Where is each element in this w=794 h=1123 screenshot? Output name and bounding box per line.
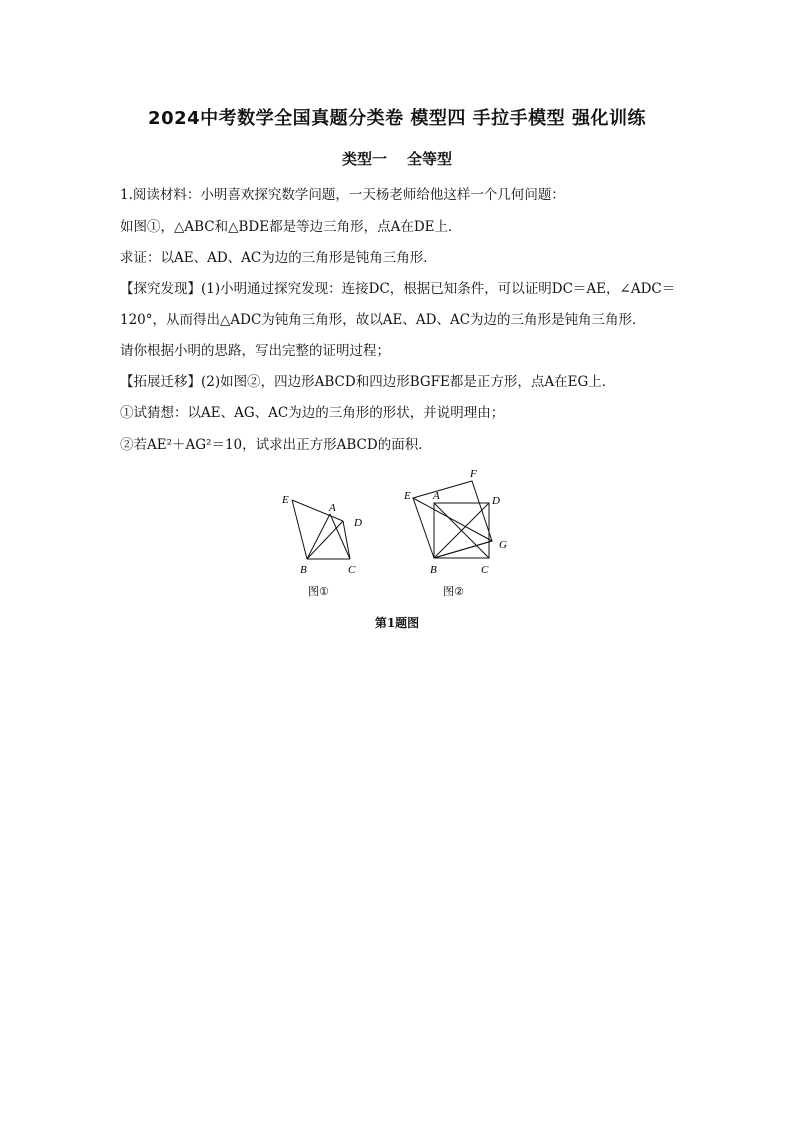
section-subtitle (0, 148, 794, 169)
fig1-label-E: E (282, 494, 289, 506)
figure-caption: 第1题图 (374, 616, 420, 630)
fig2-label-C: C (481, 564, 489, 576)
fig2-label-B: B (430, 564, 437, 576)
subtitle-type: 类型一 (341, 150, 387, 168)
fig2-caption: 图② (443, 585, 464, 598)
segment-BA (307, 514, 330, 559)
document-title: 2024中考数学全国真题分类卷 模型四 手拉手模型 强化训练 (148, 108, 646, 129)
problem-line-8: ①试猜想：以AE、AG、AC为边的三角形的形状，并说明理由； (120, 405, 505, 421)
problem-line-1: 1.阅读材料：小明喜欢探究数学问题，一天杨老师给他这样一个几何问题： (120, 187, 565, 203)
fig1-label-C: C (348, 564, 356, 576)
fig1-label-D: D (354, 517, 362, 529)
problem-line-4: 【探究发现】(1)小明通过探究发现：连接DC，根据已知条件，可以证明DC＝AE，∠ADC＝ (120, 281, 676, 297)
figure-2 (413, 481, 492, 558)
fig1-label-B: B (300, 564, 307, 576)
fig2-label-D: D (492, 495, 500, 507)
segment-AC (330, 514, 350, 559)
problem-line-5: 120°，从而得出△ADC为钝角三角形，故以AE、AD、AC为边的三角形是钝角三角形． (120, 312, 646, 328)
figures (270, 462, 530, 602)
fig1-label-A: A (329, 502, 336, 514)
fig1-caption: 图① (308, 585, 329, 598)
problem-line-3: 求证：以AE、AD、AC为边的三角形是钝角三角形． (120, 250, 437, 266)
segment-EB (292, 500, 307, 559)
fig2-label-A: A (433, 490, 440, 502)
fig2-label-E: E (404, 490, 411, 502)
segment-DC (343, 521, 350, 559)
fig2-label-F: F (470, 468, 477, 480)
problem-line-2: 如图①，△ABC和△BDE都是等边三角形，点A在DE上． (120, 219, 462, 235)
segment-BD (307, 521, 343, 559)
problem-line-6: 请你根据小明的思路，写出完整的证明过程； (120, 343, 390, 359)
problem-line-7: 【拓展迁移】(2)如图②，四边形ABCD和四边形BGFE都是正方形，点A在EG上． (120, 374, 616, 390)
problem-line-9: ②若AE²＋AG²＝10，试求出正方形ABCD的面积． (120, 437, 432, 453)
figure-1 (292, 500, 350, 559)
figure-diagrams (270, 462, 530, 602)
fig2-label-G: G (499, 539, 507, 551)
subtitle-kind: 全等型 (407, 150, 453, 168)
